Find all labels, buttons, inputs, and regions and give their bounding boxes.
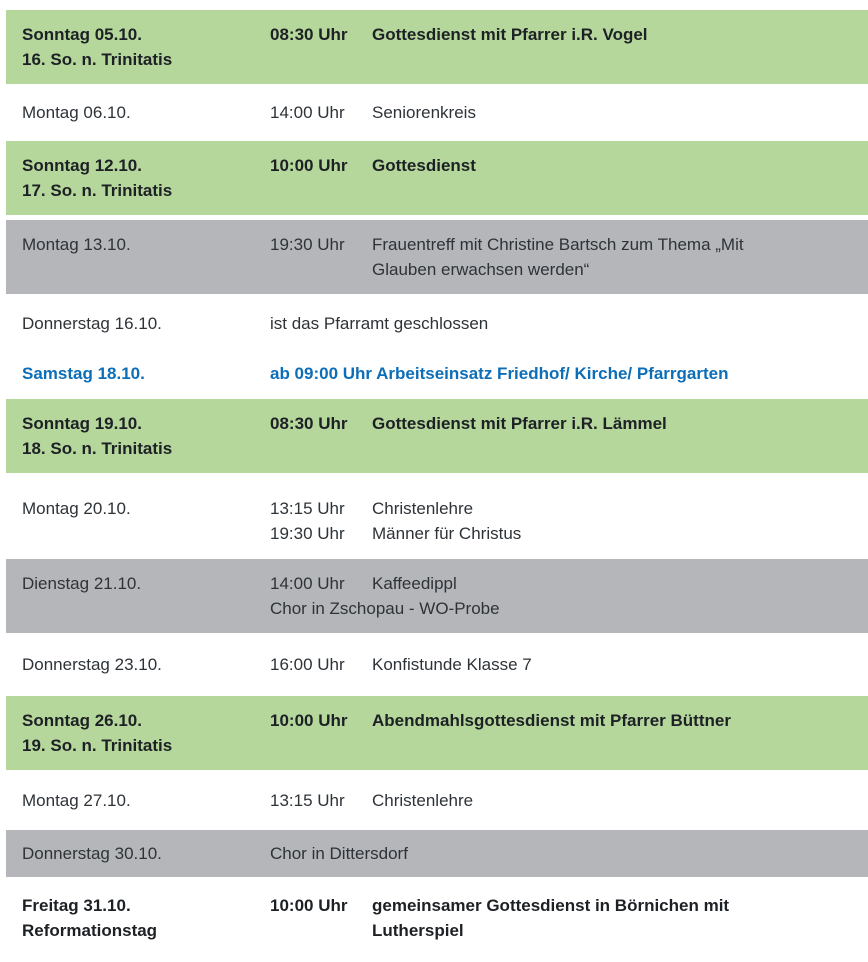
event-time: 14:00 Uhr: [270, 103, 345, 122]
date-line: Dienstag 21.10.: [22, 574, 142, 593]
event-text: Chor in Dittersdorf: [270, 844, 408, 863]
event-text: ab 09:00 Uhr Arbeitseinsatz Friedhof/ Kirche/ Pfarrgarten: [270, 364, 729, 383]
event-text: Konfistunde Klasse 7: [372, 655, 532, 674]
date-line: Montag 27.10.: [22, 791, 131, 810]
date-line: Sonntag 12.10.: [22, 156, 142, 175]
event-line: [270, 311, 852, 336]
event-cell: [270, 652, 852, 677]
event-text: Frauentreff mit Christine Bartsch zum Thema „Mit: [372, 235, 744, 254]
event-cell: [270, 788, 852, 813]
calendar-rows: [6, 10, 868, 962]
event-cell: [270, 708, 852, 758]
date-line: Freitag 31.10.: [22, 896, 131, 915]
event-line: [270, 22, 852, 47]
date-cell: [22, 311, 270, 336]
event-text: Gottesdienst mit Pfarrer i.R. Lämmel: [372, 414, 667, 433]
date-cell: [22, 496, 270, 546]
date-cell: [22, 652, 270, 677]
date-cell: [22, 841, 270, 866]
event-indent-spacer: [270, 257, 372, 282]
calendar-row: [6, 830, 868, 877]
date-cell: [22, 100, 270, 125]
calendar-row: [6, 141, 868, 215]
event-cell: [270, 361, 852, 386]
calendar-row: [6, 559, 868, 633]
date-line: Montag 20.10.: [22, 499, 131, 518]
event-time: 13:15 Uhr: [270, 791, 345, 810]
event-cell: [270, 311, 852, 336]
event-line: [270, 257, 852, 282]
event-text: Männer für Christus: [372, 524, 522, 543]
date-line: Sonntag 26.10.: [22, 711, 142, 730]
event-time: 10:00 Uhr: [270, 896, 348, 915]
date-line: Reformationstag: [22, 921, 158, 940]
event-cell: [270, 893, 852, 943]
date-cell: [22, 571, 270, 621]
calendar-row: [6, 10, 868, 84]
event-time: 19:30 Uhr: [270, 235, 345, 254]
event-line: [270, 496, 852, 521]
event-cell: [270, 841, 852, 866]
calendar-row: [6, 294, 868, 348]
calendar-row: [6, 633, 868, 696]
event-cell: [270, 571, 852, 621]
date-line: Donnerstag 16.10.: [22, 314, 162, 333]
date-line: Sonntag 19.10.: [22, 414, 142, 433]
event-cell: [270, 496, 852, 546]
calendar-row: [6, 877, 868, 962]
calendar-row: [6, 220, 868, 294]
event-cell: [270, 232, 852, 282]
event-indent-spacer: [270, 918, 372, 943]
calendar-row: [6, 399, 868, 473]
event-line: [270, 411, 852, 436]
date-line: 18. So. n. Trinitatis: [22, 439, 173, 458]
calendar-row: [6, 770, 868, 830]
date-cell: [22, 232, 270, 282]
event-text: Christenlehre: [372, 499, 474, 518]
event-line: [270, 100, 852, 125]
event-text: gemeinsamer Gottesdienst in Börnichen mit: [372, 896, 730, 915]
event-text: Kaffeedippl: [372, 574, 457, 593]
event-line: [270, 788, 852, 813]
event-text: Lutherspiel: [372, 921, 464, 940]
event-text: Gottesdienst mit Pfarrer i.R. Vogel: [372, 25, 648, 44]
calendar-row: [6, 348, 868, 399]
event-line: [270, 841, 852, 866]
event-text: ist das Pfarramt geschlossen: [270, 314, 489, 333]
event-text: Chor in Zschopau - WO-Probe: [270, 599, 500, 618]
date-line: Montag 06.10.: [22, 103, 131, 122]
event-cell: [270, 100, 852, 125]
event-line: [270, 361, 852, 386]
event-line: [270, 153, 852, 178]
event-line: [270, 596, 852, 621]
event-line: [270, 571, 852, 596]
event-line: [270, 893, 852, 918]
date-cell: [22, 153, 270, 203]
date-cell: [22, 893, 270, 943]
event-time: 10:00 Uhr: [270, 156, 348, 175]
date-line: Samstag 18.10.: [22, 364, 145, 383]
date-line: Sonntag 05.10.: [22, 25, 142, 44]
calendar-row: [6, 84, 868, 141]
event-cell: [270, 411, 852, 461]
event-line: [270, 708, 852, 733]
date-cell: [22, 22, 270, 72]
event-time: 14:00 Uhr: [270, 574, 345, 593]
event-text: Abendmahlsgottesdienst mit Pfarrer Büttner: [372, 711, 731, 730]
date-cell: [22, 411, 270, 461]
date-line: 16. So. n. Trinitatis: [22, 50, 173, 69]
calendar-row: [6, 473, 868, 559]
event-text: Glauben erwachsen werden“: [372, 260, 590, 279]
event-line: [270, 652, 852, 677]
event-time: 08:30 Uhr: [270, 25, 348, 44]
event-time: 19:30 Uhr: [270, 524, 345, 543]
date-cell: [22, 361, 270, 386]
event-time: 08:30 Uhr: [270, 414, 348, 433]
date-line: 17. So. n. Trinitatis: [22, 181, 173, 200]
date-line: 19. So. n. Trinitatis: [22, 736, 173, 755]
event-time: 10:00 Uhr: [270, 711, 348, 730]
event-cell: [270, 22, 852, 72]
date-line: Donnerstag 23.10.: [22, 655, 162, 674]
calendar-row: [6, 696, 868, 770]
event-line: [270, 918, 852, 943]
date-line: Donnerstag 30.10.: [22, 844, 162, 863]
event-text: Gottesdienst: [372, 156, 476, 175]
event-cell: [270, 153, 852, 203]
event-text: Seniorenkreis: [372, 103, 476, 122]
date-line: Montag 13.10.: [22, 235, 131, 254]
date-cell: [22, 788, 270, 813]
event-text: Christenlehre: [372, 791, 474, 810]
event-time: 13:15 Uhr: [270, 499, 345, 518]
event-line: [270, 521, 852, 546]
event-line: [270, 232, 852, 257]
date-cell: [22, 708, 270, 758]
event-time: 16:00 Uhr: [270, 655, 345, 674]
